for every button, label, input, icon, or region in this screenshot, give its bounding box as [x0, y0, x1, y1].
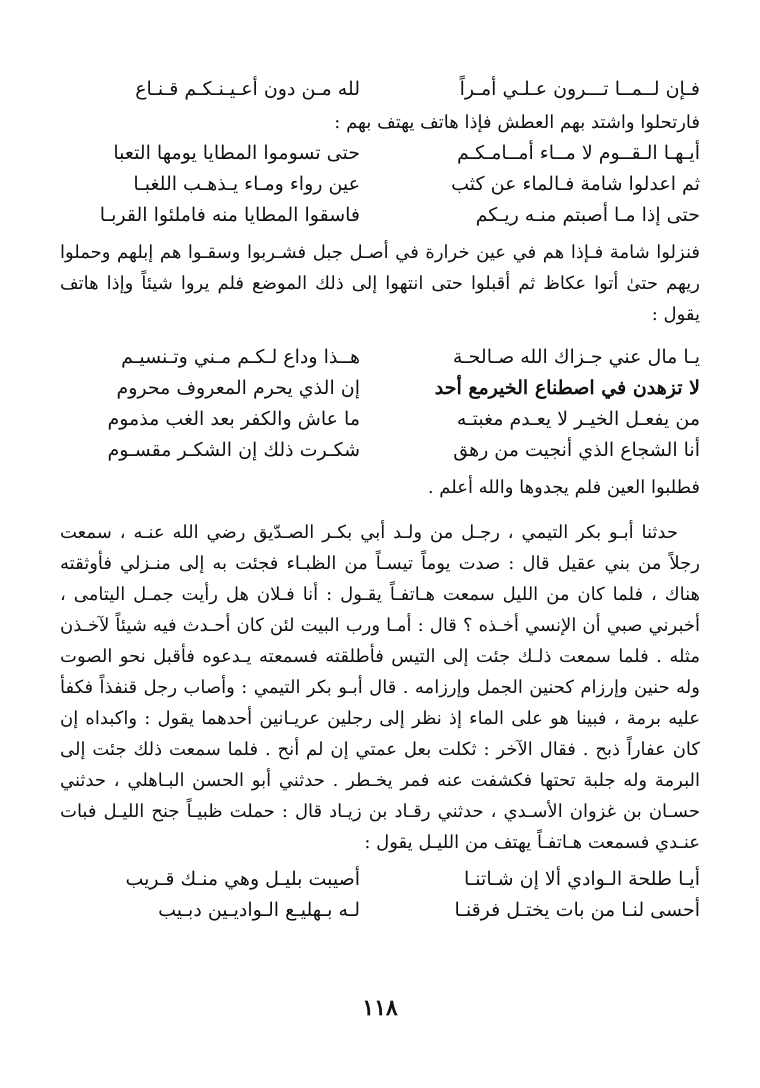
- poem-block-4: [60, 864, 700, 926]
- verse-hemistich-second: ما عاش والكفر بعد الغب مذموم: [107, 408, 360, 430]
- verse-hemistich-second: عين رواء ومـاء يـذهـب اللغبـا: [133, 173, 360, 195]
- book-page: [60, 60, 700, 1040]
- verse-line: [60, 404, 700, 435]
- paragraph: فارتحلوا واشتد بهم العطش فإذا هاتف يهتف بهم :: [334, 112, 700, 133]
- verse-hemistich-first: يـا مال عني جـزاك الله صـالحـة: [452, 346, 700, 368]
- verse-hemistich-second: لـه بـهليـع الـواديـين دبـيب: [158, 899, 360, 921]
- verse-hemistich-second: إن الذي يحرم المعروف محروم: [116, 377, 360, 399]
- paragraph: فطلبوا العين فلم يجدوها والله أعلم .: [427, 477, 700, 498]
- verse-hemistich-first: ثم اعدلوا شامة فـالماء عن كثب: [451, 173, 700, 195]
- verse-line: [60, 373, 700, 404]
- verse-hemistich-first: أنا الشجاع الذي أنجيت من رهق: [453, 439, 700, 461]
- poem-block-3: [60, 342, 700, 466]
- poem-block-1: [60, 74, 700, 105]
- verse-hemistich-first: فـإن لــمــا تـــرون عـلـي أمـراً: [459, 78, 700, 100]
- verse-line: [60, 342, 700, 373]
- verse-line: [60, 169, 700, 200]
- verse-hemistich-second: أصيبت بليـل وهي منـك قـريب: [125, 868, 360, 890]
- verse-line: [60, 200, 700, 231]
- verse-hemistich-second: هــذا وداع لـكـم مـني وتـنسيـم: [121, 346, 360, 368]
- verse-hemistich-second: حتى تسوموا المطايا يومها التعبا: [113, 142, 360, 164]
- verse-hemistich-second: شكـرت ذلك إن الشكـر مقسـوم: [107, 439, 360, 461]
- verse-hemistich-first: أيـهـا الـقــوم لا مــاء أمــامـكـم: [456, 142, 700, 164]
- verse-line: [60, 864, 700, 895]
- page-number: ١١٨: [362, 995, 398, 1021]
- verse-hemistich-first: أحسى لنـا من بات يختـل فرقنـا: [454, 899, 700, 921]
- verse-hemistich-first: لا تزهدن في اصطناع الخيرمع أحد: [434, 377, 700, 399]
- verse-line: [60, 435, 700, 466]
- paragraph: فنزلوا شامة فـإذا هم في عين خرارة في أصـل جبل فشـربوا وسقـوا هم إبلهم وحملوا ريهم حتىٰ أتوا عكاظ ثم أقبلوا حتى انتهوا إلى ذلك الموضع فلم يروا شيئاً وإذا هاتف يقول :: [60, 242, 700, 325]
- verse-line: [60, 138, 700, 169]
- verse-hemistich-first: أيـا طلحة الـوادي ألا إن شـاتنـا: [463, 868, 700, 890]
- verse-hemistich-first: حتى إذا مـا أصبتم منـه ريـكم: [475, 204, 700, 226]
- poem-block-2: [60, 138, 700, 231]
- verse-hemistich-second: لله مـن دون أعـيـنـكـم قـنـاع: [135, 78, 360, 100]
- verse-line: [60, 895, 700, 926]
- paragraph: حدثنا أبـو بكر التيمي ، رجـل من ولـد أبي بكـر الصـدّيق رضي الله عنـه ، سمعت رجلاً من بني عقيل قال : صدت يوماً تيسـاً من الظبـاء فجئت به إلى منـزلي فأوثقته هناك ، فلما كان من الليل سمعت هـاتفـاً يقـول : أنا فـلان هل رأيت جمـل اليتامى ، أخبرني صبي أن الإنسي أخـذه ؟ قال : أمـا ورب البيت لئن كان أحـدث فيه شيئاً لآخـذن مثله . فلما سمعت ذلـك جئت إلى التيس فأطلقته فسمعته يـدعوه فأقبل نحو الصوت وله حنين وإرزام كحنين الجمل وإرزامه . قال أبـو بكر التيمي : وأصاب رجل قنفذاً فكفأ عليه برمة ، فبينا هو على الماء إذ نظر إلى رجلين عريـانين أحدهما يقول : واكبداه إن كان عفاراً ذبح . فقال الآخر : ثكلت بعل عمتي إن لم أنح . فلما سمعت ذلك جئت إلى البرمة وله جلبة تحتها فكشفت عنه فمر يخـطر . حدثني أبو الحسن البـاهلي ، حدثني حسـان بن غزوان الأسـدي ، حدثني رقـاد بن زيـاد قال : حملت ظبيـاً جنح الليـل فبات عنـدي فسمعت هـاتفـاً يهتف من الليـل يقول :: [60, 522, 700, 853]
- verse-hemistich-second: فاسقوا المطايا منه فاملئوا القربـا: [99, 204, 360, 226]
- verse-hemistich-first: من يفعـل الخيـر لا يعـدم مغبتـه: [456, 408, 700, 430]
- verse-line: [60, 74, 700, 105]
